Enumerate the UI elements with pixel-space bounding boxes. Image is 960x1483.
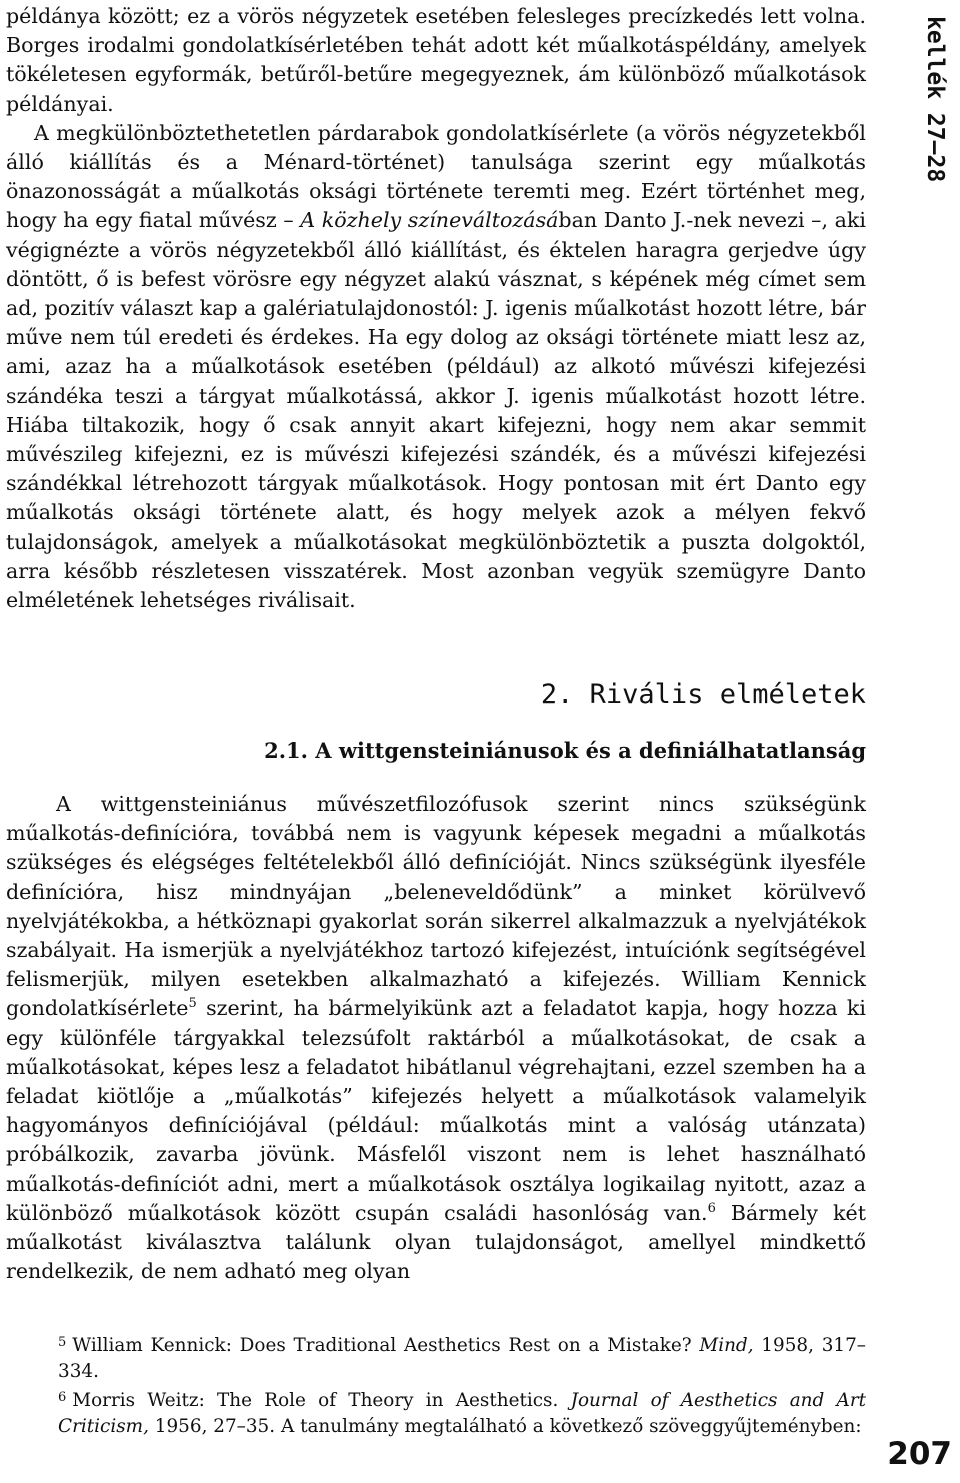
text-span: William Kennick: Does Traditional Aesthetics Rest on a Mistake? [72, 1335, 700, 1356]
text-span: Morris Weitz: The Role of Theory in Aesthetics. [72, 1390, 571, 1411]
footnotes [58, 1330, 866, 1440]
page-number: 207 [887, 1436, 952, 1472]
book-title-italic: A közhely színeváltozásá [300, 208, 559, 233]
text-span: szerint, ha bármelyikünk azt a feladatot kapja, hogy hozza ki egy különféle tárgyakkal telezsúfolt raktárból a műalkotásokat, de csak a műalkotásokat, képes lesz a feladatot hibátlanul végrehajtani, ezzel szemben ha a feladat kiötlője a „műalkotás” kifejezés helyett a műalkotások valamelyik hagyományos definíciójával (például: műalkotás mint a valóság utánzata) próbálkozik, zavarba jövünk. Másfelől viszont nem is lehet használható műalkotás-definíciót adni, mert a műalkotások osztálya logikailag nyitott, azaz a különböző műalkotások között csupán családi hasonlóság van. [6, 996, 866, 1225]
body-text-top [6, 2, 866, 615]
footnote-ref[interactable]: 5 [188, 996, 197, 1012]
section-heading: 2. Rivális elméletek [540, 679, 866, 710]
footnote-number: 5 [58, 1335, 67, 1350]
text-span: 1956, 27–35. A tanulmány megtalálható a következő szöveggyűjteményben: [148, 1416, 862, 1437]
paragraph [6, 119, 866, 615]
paragraph: példánya között; ez a vörös négyzetek esetében felesleges precízkedés lett volna. Borges irodalmi gondolatkísérletében tehát adott két műalkotáspéldány, amelyek tökéletesen egyformák, betűről-betűre megegyeznek, ám különböző műalkotások példányai. [6, 4, 866, 116]
text-span: A wittgensteiniánus művészetfilozófusok szerint nincs szükségünk műalkotás-definícióra, továbbá nem is vagyunk képesek megadni a műalkotás szükséges és elégséges feltételekből álló definícióját. Nincs szükségünk ilyesféle definícióra, hisz mindnyájan „beleneveldődünk” a minket körülvevő nyelvjátékokba, a hétköznapi gyakorlat során sikerrel alkalmazzuk a nyelvjátékok szabályait. Ha ismerjük a nyelvjátékhoz tartozó kifejezést, intuíciónk segítségével felismerjük, milyen esetekben alkalmazható a kifejezés. William Kennick gondolatkísérlete [6, 792, 866, 1021]
journal-title-italic: Mind, [699, 1335, 754, 1356]
footnote-number: 6 [58, 1390, 67, 1405]
text-span: Bármely két műalkotást kiválasztva találunk olyan tulajdonságot, amellyel mindkettő rendelkezik, de nem adható meg olyan [6, 1200, 866, 1284]
footnote-ref[interactable]: 6 [707, 1200, 716, 1216]
footnote [58, 1330, 866, 1385]
text-span: ban Danto J.-nek nevezi –, aki végignézte a vörös négyzetekből álló kiállítást, és éktelen haragra gerjedve úgy döntött, ő is befest vörösre egy négyzet alakú vásznat, s képének még címet sem ad, pozitív választ kap a galériatulajdonostól: J. igenis műalkotást hozott létre, bár műve nem túl eredeti és érdekes. Ha egy dolog az oksági története miatt lesz az, ami, azaz ha a műalkotások esetében (például) az alkotó művészi kifejezési szándéka teszi a tárgyat műalkotássá, akkor J. igenis műalkotást hozott létre. Hiába tiltakozik, hogy ő csak annyit akart kifejezni, hogy nem akar semmit művészileg kifejezni, ez is művészi kifejezési szándék, és a művészi kifejezési szándékkal létrehozott tárgyak műalkotások. Hogy pontosan mit ért Danto egy műalkotás oksági története alatt, és hogy melyek azok a mélyen fekvő tulajdonságok, amelyek a műalkotásokat megkülönböztetik a puszta dolgoktól, arra később részletesen visszatérek. Most azonban vegyük szemügyre Danto elméletének lehetséges riválisait. [6, 208, 866, 613]
journal-title-italic: Journal of Aesthetics and Art Criticism, [58, 1390, 866, 1437]
journal-running-head: kellék 27–28 [922, 16, 948, 183]
body-text-section [6, 790, 866, 1286]
text-span: 1958, 317–334. [58, 1335, 867, 1382]
text-span: A megkülönböztethetetlen párdarabok gondolatkísérlete (a vörös négyzetekből álló kiállítás és a Ménard-történet) tanulsága szerint egy műalkotás önazonosságát a műalkotás oksági története teremti meg. Ezért történhet meg, hogy ha egy fiatal művész – [6, 120, 866, 233]
subsection-heading: 2.1. A wittgensteiniánusok és a definiálhatatlanság [264, 738, 866, 763]
footnote [58, 1385, 866, 1440]
